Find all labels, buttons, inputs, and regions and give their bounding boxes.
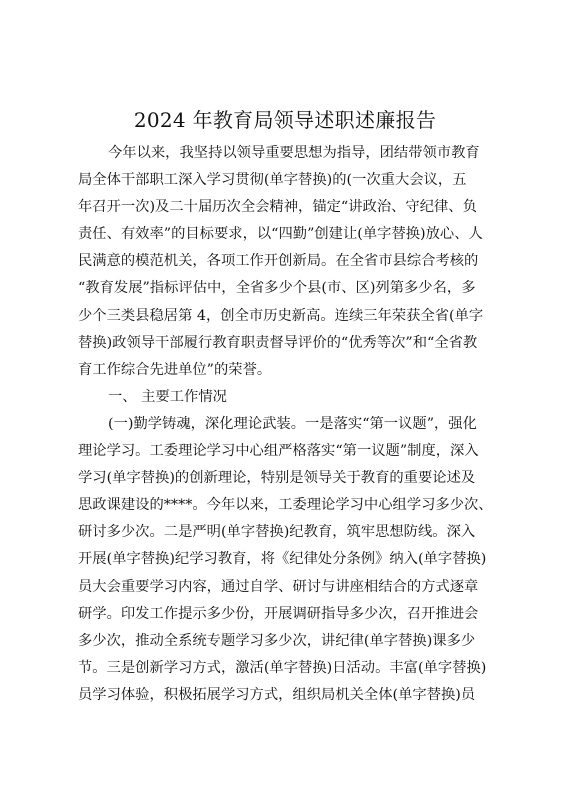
document-body: [78, 140, 508, 709]
paragraph-line: 节。三是创新学习方式，激活(单字替换)日活动。丰富(单字替换): [78, 659, 487, 676]
paragraph-line: “教育发展”指标评估中，全省多少个县(市、区)列第多少名，多: [78, 280, 476, 297]
paragraph-line: 学习(单字替换)的创新理论，特别是领导关于教育的重要论述及: [78, 470, 476, 487]
paragraph-line: 今年以来，我坚持以领导重要思想为指导，团结带领市教育: [108, 145, 480, 161]
paragraph-line: 替换)政领导干部履行教育职责督导评价的“优秀等次”和“全省教: [78, 334, 478, 351]
paragraph-line: 开展(单字替换)纪学习教育，将《纪律处分条例》纳入(单字替换): [78, 551, 487, 568]
paragraph-line: 少个三类县稳居第 4，创全市历史新高。连续三年荣获全省(单字: [78, 307, 484, 324]
paragraph-line: 局全体干部职工深入学习贯彻(单字替换)的(一次重大会议，五: [78, 172, 467, 189]
paragraph-line: 研学。印发工作提示多少份，开展调研指导多少次，召开推进会: [78, 605, 479, 622]
paragraph-line: 民满意的模范机关，各项工作开创新局。在全省市县综合考核的: [78, 253, 479, 270]
paragraph-line: 研讨多少次。二是严明(单字替换)纪教育，筑牢思想防线。深入: [78, 524, 476, 541]
paragraph-line: (一)勤学铸魂，深化理论武装。一是落实“第一议题”，强化: [108, 415, 477, 432]
paragraph-line: 员学习体验，积极拓展学习方式，组织局机关全体(单字替换)员: [78, 686, 476, 703]
paragraph-line: 育工作综合先进单位”的荣誉。: [78, 361, 272, 378]
paragraph-line: 年召开一次)及二十届历次全会精神，锚定“讲政治、守纪律、负: [78, 199, 477, 216]
paragraph-line: 责任、有效率”的目标要求，以“四勤”创建让(单字替换)放心、人: [78, 226, 483, 243]
paragraph-line: 员大会重要学习内容，通过自学、研讨与讲座相结合的方式逐章: [78, 578, 479, 595]
section-heading: 一、 主要工作情况: [108, 388, 227, 405]
paragraph-line: 思政课建设的****。今年以来，工委理论学习中心组学习多少次、: [78, 497, 493, 514]
document-title: 2024 年教育局领导述职述廉报告: [133, 108, 437, 132]
paragraph-line: 理论学习。工委理论学习中心组严格落实“第一议题”制度，深入: [78, 443, 479, 460]
paragraph-line: 多少次，推动全系统专题学习多少次，讲纪律(单字替换)课多少: [78, 632, 476, 649]
